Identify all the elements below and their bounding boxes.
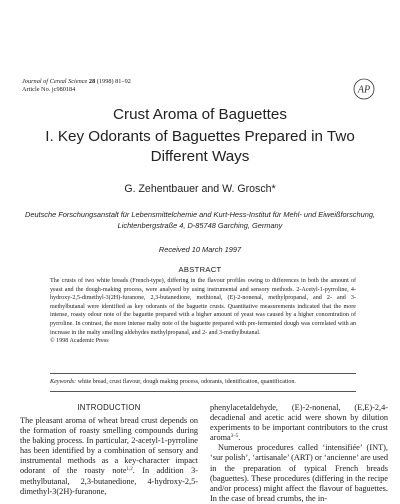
affiliation-line-2: Lichtenbergstraße 4, D-85748 Garching, Germany xyxy=(117,221,283,230)
abstract-body xyxy=(50,277,356,346)
journal-volume: 28 xyxy=(88,78,96,85)
left-column xyxy=(20,416,198,497)
logo-text: AP xyxy=(357,84,371,96)
citation: 3–5 xyxy=(230,434,239,440)
article-title-line-2: I. Key Odorants of Baguettes Prepared in Two xyxy=(45,128,355,145)
article-title-line-1: Crust Aroma of Baguettes xyxy=(113,106,287,123)
copyright: © 1998 Academic Press xyxy=(50,338,109,345)
journal-name: Journal of Cereal Science xyxy=(22,78,88,85)
academic-press-logo-icon xyxy=(353,78,375,100)
journal-header xyxy=(22,78,131,94)
article-number: Article No. jc980184 xyxy=(22,86,76,93)
affiliation xyxy=(20,209,380,231)
intro-text: phenylacetaldehyde, (E)-2-nonenal, (E,E)-2,4-decadienal and acetic acid were shown by dilution experiments to be important contributors to the crust aroma xyxy=(210,403,388,443)
keywords xyxy=(50,378,356,387)
intro-text: . xyxy=(238,433,241,443)
affiliation-line-1: Deutsche Forschungsanstalt für Lebensmittelchemie and Kurt-Hess-Institut für Mehl- und Eiweißforschung, xyxy=(25,210,375,219)
article-title-line-3: Different Ways xyxy=(150,148,250,165)
abstract-divider-top xyxy=(50,373,356,374)
keywords-label: Keywords: xyxy=(50,379,77,385)
journal-year-pages: (1998) 81–92 xyxy=(96,78,131,85)
abstract-text: The crusts of two white breads (French-type), differing in the flavour profiles owing to differences in both the amount of yeast and the dough-making process, were analysed by using instrumental and sensory methods. 2-Acetyl-1-pyrroline, 4-hydroxy-2,5-dimethyl-3(2H)-furanone, 2,3-butanedione, methional, (E)-2-nonenal, methylpropanal, and 2- and 3-methylbutanal were identified as key odorants of the baguette crusts. Quantitative measurements indicated that the more intense, roasty odour note of the baguette prepared with a higher amount of yeast was caused by a higher concentration of pyrroline. In contrast, the more intense malty note of the baguette prepared with pre-fermented dough was correlated with an increase in the malty smelling aldehydes methylpropanal, and 2- and 3-methylbutanal. xyxy=(50,278,356,336)
keywords-text: white bread, crust flavour, dough making process, odorants, identification, quantification. xyxy=(77,379,296,385)
intro-text: The pleasant aroma of wheat bread crust depends on the formation of roasty smelling compounds during the baking process. In particular, 2-acetyl-1-pyrroline has been identified by a combination of sensory and instrumental methods as a key-character impact odorant of the roasty note xyxy=(20,416,198,476)
intro-paragraph-2: Numerous procedures called ‘intensifiée’ (INT), ‘sur polish’, ‘artisanale’ (ART) or ‘ancienne’ are used in the preparation of typical French breads (baguettes). These procedures (differing in the recipe and/or process) might affect the flavour of baguettes. In the case of bread crumbs, the in- xyxy=(210,443,388,503)
intro-paragraph-1-continued xyxy=(210,403,388,443)
intro-text: . In addition 3-methylbutanal, 2,3-butanedione, 4-hydroxy-2,5-dimethyl-3(2H)-furanone, xyxy=(20,466,198,496)
citation: 1,2 xyxy=(126,467,133,473)
authors: G. Zehentbauer and W. Grosch* xyxy=(124,183,276,195)
abstract-divider-bottom xyxy=(50,391,356,392)
intro-paragraph-1 xyxy=(20,416,198,497)
received-date: Received 10 March 1997 xyxy=(158,245,242,254)
abstract-heading: ABSTRACT xyxy=(178,265,222,274)
right-column xyxy=(210,403,388,504)
journal-citation xyxy=(22,78,131,86)
introduction-heading: INTRODUCTION xyxy=(77,403,141,412)
